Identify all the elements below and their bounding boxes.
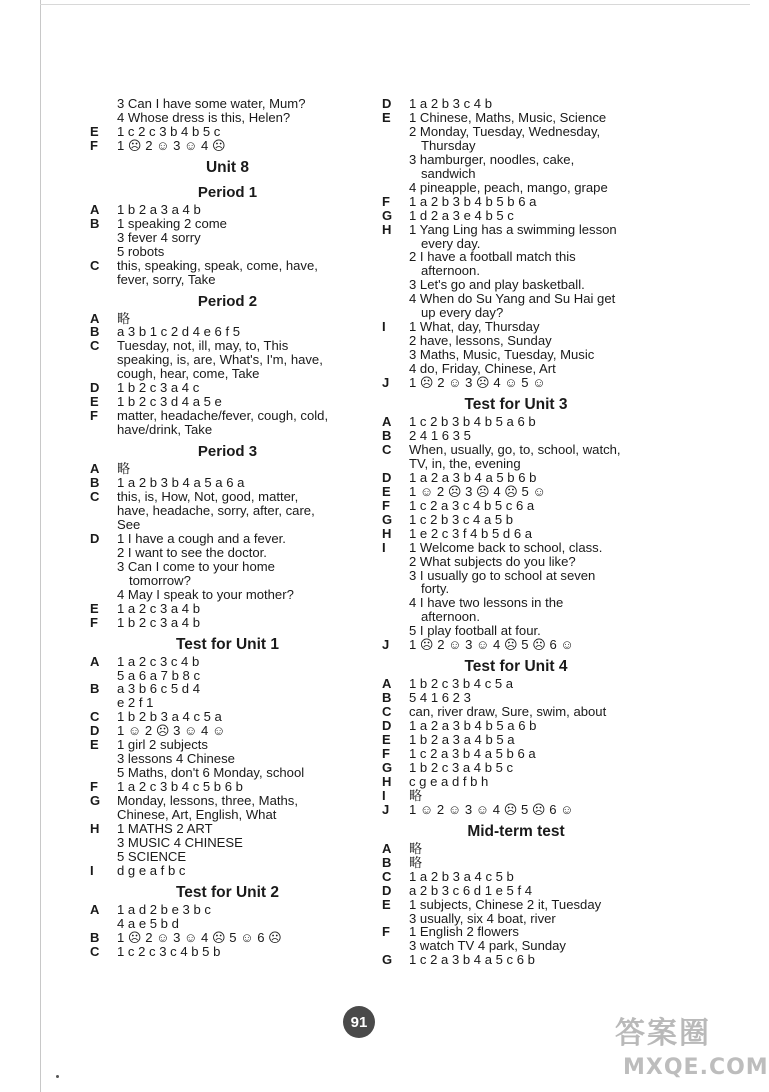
watermark-bottom: MXQE.COM [623, 1055, 769, 1080]
watermark-top: 答案圈 [615, 1017, 711, 1050]
answer-line: 1 English 2 flowers [409, 924, 519, 940]
answer-line: 1 b 2 c 3 a 4 c [117, 380, 200, 396]
answer-row [382, 705, 650, 719]
question-label: G [382, 511, 393, 527]
answer-line: 4 When do Su Yang and Su Hai get [409, 291, 616, 307]
question-label: E [382, 483, 391, 499]
answer-row [90, 532, 365, 546]
answer-line: this, is, How, Not, good, matter, [117, 489, 299, 505]
answer-row [382, 912, 650, 926]
question-label: D [90, 380, 100, 396]
answer-row [90, 462, 365, 476]
answer-line: 5 Maths, don't 6 Monday, school [117, 765, 305, 781]
answer-line: 1 a 2 b 3 c 4 b [409, 96, 492, 111]
period-title: Period 2 [197, 292, 258, 310]
answer-line: 3 Can I have some water, Mum? [117, 96, 306, 111]
answer-line: 4 a e 5 b d [117, 915, 179, 931]
answer-row [382, 320, 650, 334]
answer-row [382, 111, 650, 125]
answer-row [382, 195, 650, 209]
question-label: B [90, 929, 100, 945]
answer-row [382, 803, 650, 817]
answer-row [382, 719, 650, 733]
answer-line: 1 a 2 c 3 b 4 c 5 b 6 b [117, 779, 243, 795]
question-label: C [90, 257, 100, 273]
answer-line: 1 I have a cough and a fever. [117, 530, 286, 546]
question-label: C [382, 441, 392, 457]
answer-row [90, 850, 365, 864]
question-label: H [90, 820, 100, 836]
answer-row [90, 325, 365, 339]
answer-line: 略 [409, 787, 423, 803]
answer-row [382, 856, 650, 870]
answer-line: 1 b 2 c 3 a 4 b 5 c [409, 759, 514, 775]
answer-line: 1 ☺ 2 ☹ 3 ☹ 4 ☹ 5 ☺ [409, 483, 546, 499]
answer-line: matter, headache/fever, cough, cold, [117, 408, 329, 424]
answer-row [90, 381, 365, 395]
question-label: D [382, 718, 392, 734]
period-title: Period 1 [197, 183, 258, 201]
answer-row [382, 638, 650, 652]
question-label: I [382, 539, 386, 555]
question-label: E [382, 896, 391, 912]
answer-line: 3 Maths, Music, Tuesday, Music [409, 347, 595, 363]
answer-line: 1 ☹ 2 ☺ 3 ☺ 4 ☹ [117, 137, 226, 153]
question-label: I [90, 862, 94, 878]
question-label: B [382, 854, 392, 870]
answer-line: 1 c 2 b 3 b 4 b 5 a 6 b [409, 414, 536, 430]
question-label: B [90, 324, 100, 340]
answer-line: this, speaking, speak, come, have, [117, 257, 318, 273]
answer-row [382, 376, 650, 390]
answer-row [382, 555, 650, 569]
answer-row [382, 898, 650, 912]
question-label: F [382, 193, 390, 209]
answer-row [90, 139, 365, 153]
answer-row [382, 939, 650, 953]
answer-row [90, 312, 365, 326]
question-label: D [90, 723, 100, 739]
answer-line: 3 MUSIC 4 CHINESE [117, 834, 243, 850]
question-label: F [382, 924, 390, 940]
answer-line: 1 a 2 b 3 a 4 c 5 b [409, 868, 514, 884]
answer-row [382, 842, 650, 856]
answer-row [382, 292, 650, 320]
answer-line: 5 4 1 6 2 3 [409, 690, 471, 706]
answer-row [382, 348, 650, 362]
left-column [90, 97, 365, 959]
answer-row [90, 682, 365, 696]
test-title: Test for Unit 2 [175, 883, 280, 901]
answer-row [382, 870, 650, 884]
answer-line: 2 4 1 6 3 5 [409, 427, 471, 443]
scan-edge-top [40, 4, 750, 5]
answer-row [90, 203, 365, 217]
answer-line: 3 I usually go to school at seven [409, 567, 596, 583]
answer-line: 1 ☹ 2 ☺ 3 ☺ 4 ☹ 5 ☹ 6 ☺ [409, 637, 574, 653]
answer-line: afternoon. [421, 609, 480, 625]
answer-line: 1 b 2 b 3 a 4 c 5 a [117, 709, 222, 725]
answer-row [382, 513, 650, 527]
question-label: D [382, 96, 392, 111]
answer-line: 2 I want to see the doctor. [117, 544, 267, 560]
question-label: D [382, 469, 392, 485]
question-label: E [90, 394, 99, 410]
answer-line: a 3 b 6 c 5 d 4 [117, 681, 200, 697]
answer-row [382, 362, 650, 376]
question-label: E [382, 732, 391, 748]
question-label: C [382, 868, 392, 884]
question-label: H [382, 773, 392, 789]
answer-line: 3 usually, six 4 boat, river [409, 910, 556, 926]
answer-line: 1 c 2 a 3 b 4 a 5 b 6 a [409, 745, 536, 761]
answer-line: 1 d 2 a 3 e 4 b 5 c [409, 207, 514, 223]
answer-line: cough, hear, come, Take [117, 366, 260, 382]
answer-line: 2 Monday, Tuesday, Wednesday, [409, 123, 601, 139]
question-label: A [382, 414, 392, 430]
answer-row [90, 903, 365, 917]
answer-row [382, 443, 650, 471]
answer-line: 3 watch TV 4 park, Sunday [409, 938, 566, 954]
answer-row [90, 231, 365, 245]
answer-row [90, 602, 365, 616]
answer-line: every day. [421, 235, 481, 251]
answer-line: a 3 b 1 c 2 d 4 e 6 f 5 [117, 324, 241, 340]
answer-line: d g e a f b c [117, 862, 186, 878]
answer-line: 4 I have two lessons in the [409, 595, 564, 611]
answer-line: a 2 b 3 c 6 d 1 e 5 f 4 [409, 882, 533, 898]
answer-row [382, 415, 650, 429]
question-label: C [382, 704, 392, 720]
question-label: A [90, 901, 100, 917]
question-label: A [382, 840, 392, 856]
question-label: C [90, 489, 100, 505]
question-label: F [90, 137, 98, 153]
answer-row [90, 738, 365, 752]
answer-line: 1 ☺ 2 ☺ 3 ☺ 4 ☹ 5 ☹ 6 ☺ [409, 801, 574, 817]
answer-row [382, 747, 650, 761]
answer-line: 4 May I speak to your mother? [117, 586, 294, 602]
answer-line: have, headache, sorry, after, care, [117, 502, 315, 518]
question-label: I [382, 319, 386, 335]
answer-row [382, 569, 650, 597]
answer-row [382, 429, 650, 443]
question-label: F [90, 779, 98, 795]
answer-line: 3 Can I come to your home [117, 558, 275, 574]
answer-row [90, 97, 365, 111]
question-label: B [90, 475, 100, 491]
answer-line: 1 a d 2 b e 3 b c [117, 901, 211, 917]
answer-line: 5 a 6 a 7 b 8 c [117, 667, 200, 683]
test-title: Test for Unit 1 [175, 635, 280, 653]
question-label: J [382, 637, 390, 653]
period-title: Period 3 [197, 443, 258, 461]
answer-row [90, 125, 365, 139]
answer-line: 5 SCIENCE [117, 848, 187, 864]
answer-row [90, 409, 365, 437]
answer-line: 1 c 2 a 3 b 4 a 5 c 6 b [409, 952, 535, 968]
answer-row [90, 560, 365, 588]
answer-line: 1 a 2 c 3 a 4 b [117, 600, 200, 616]
answer-line: Thursday [421, 137, 476, 153]
answer-line: c g e a d f b h [409, 773, 489, 789]
question-label: B [382, 690, 392, 706]
answer-line: can, river draw, Sure, swim, about [409, 704, 607, 720]
answer-line: sandwich [421, 165, 476, 181]
answer-row [382, 499, 650, 513]
page-number: 91 [343, 1006, 375, 1038]
answer-line: 5 robots [117, 243, 165, 259]
question-label: E [90, 737, 99, 753]
answer-row [382, 153, 650, 181]
question-label: C [90, 709, 100, 725]
answer-line: 2 I have a football match this [409, 249, 576, 265]
answer-row [382, 471, 650, 485]
answer-row [382, 761, 650, 775]
question-label: A [90, 201, 100, 217]
answer-line: e 2 f 1 [117, 695, 154, 711]
question-label: H [382, 525, 392, 541]
answer-row [382, 125, 650, 153]
question-label: F [90, 614, 98, 630]
question-label: D [90, 530, 100, 546]
answer-row [382, 925, 650, 939]
question-label: G [382, 759, 393, 775]
answer-row [90, 766, 365, 780]
answer-row [90, 546, 365, 560]
answer-line: 1 b 2 c 3 a 4 b [117, 614, 200, 630]
answer-line: 2 have, lessons, Sunday [409, 333, 552, 349]
question-label: A [90, 461, 100, 477]
answer-line: 1 MATHS 2 ART [117, 820, 213, 836]
answer-line: 1 b 2 a 3 a 4 b 5 a [409, 732, 515, 748]
answer-row [90, 917, 365, 931]
answer-line: 1 a 2 a 3 b 4 a 5 b 6 b [409, 469, 537, 485]
answer-row [90, 616, 365, 630]
answer-line: 1 ☺ 2 ☹ 3 ☺ 4 ☺ [117, 723, 226, 739]
answer-row [382, 485, 650, 499]
answer-line: fever, sorry, Take [117, 271, 216, 287]
test-title: Test for Unit 3 [464, 396, 568, 414]
answer-row [90, 752, 365, 766]
scan-dot [56, 1075, 59, 1078]
answer-row [90, 217, 365, 231]
answer-row [90, 945, 365, 959]
answer-line: 1 subjects, Chinese 2 it, Tuesday [409, 896, 602, 912]
answer-line: Monday, lessons, three, Maths, [117, 793, 298, 809]
answer-line: 1 Welcome back to school, class. [409, 539, 603, 555]
answer-line: 1 speaking 2 come [117, 215, 227, 231]
answer-line: 4 do, Friday, Chinese, Art [409, 361, 556, 377]
answer-line: 3 lessons 4 Chinese [117, 751, 235, 767]
answer-line: 略 [409, 854, 423, 870]
answer-row [90, 245, 365, 259]
answer-row [382, 691, 650, 705]
test-title: Mid-term test [467, 822, 565, 840]
question-label: I [382, 787, 386, 803]
answer-line: 1 girl 2 subjects [117, 737, 208, 753]
right-column [382, 97, 650, 967]
question-label: F [382, 745, 390, 761]
question-label: A [90, 310, 100, 326]
answer-row [90, 259, 365, 287]
answer-line: 略 [117, 461, 131, 477]
answer-line: Tuesday, not, ill, may, to, This [117, 338, 289, 354]
answer-line: 1 Chinese, Maths, Music, Science [409, 109, 607, 125]
answer-row [90, 724, 365, 738]
question-label: B [382, 427, 392, 443]
question-label: A [90, 653, 100, 669]
question-label: F [90, 408, 98, 424]
question-label: G [382, 207, 393, 223]
question-label: A [382, 676, 392, 692]
answer-line: 1 a 2 a 3 b 4 b 5 a 6 b [409, 718, 537, 734]
answer-line: tomorrow? [129, 572, 191, 588]
answer-row [382, 733, 650, 747]
answer-row [90, 836, 365, 850]
answer-row [90, 794, 365, 822]
answer-row [382, 223, 650, 251]
answer-line: 1 c 2 b 3 c 4 a 5 b [409, 511, 514, 527]
question-label: H [382, 221, 392, 237]
answer-row [382, 677, 650, 691]
answer-line: 1 a 2 b 3 b 4 b 5 b 6 a [409, 193, 537, 209]
question-label: E [382, 109, 391, 125]
answer-line: forty. [421, 581, 450, 597]
answer-line: 2 What subjects do you like? [409, 553, 576, 569]
answer-row [382, 181, 650, 195]
answer-line: 1 c 2 c 3 c 4 b 5 b [117, 943, 221, 959]
answer-row [382, 789, 650, 803]
answer-row [382, 97, 650, 111]
answer-row [90, 490, 365, 532]
answer-line: 1 b 2 c 3 b 4 c 5 a [409, 676, 514, 692]
answer-line: afternoon. [421, 263, 480, 279]
answer-line: up every day? [421, 305, 504, 321]
test-title: Test for Unit 4 [464, 658, 568, 676]
answer-row [90, 931, 365, 945]
answer-line: 3 Let's go and play basketball. [409, 277, 585, 293]
answer-line: 略 [117, 310, 131, 326]
question-label: B [90, 215, 100, 231]
answer-line: 3 hamburger, noodles, cake, [409, 151, 575, 167]
answer-line: 1 c 2 a 3 c 4 b 5 c 6 a [409, 497, 535, 513]
answer-line: 1 What, day, Thursday [409, 319, 540, 335]
answer-row [382, 596, 650, 624]
question-label: J [382, 801, 390, 817]
answer-row [90, 669, 365, 683]
answer-row [90, 696, 365, 710]
answer-row [382, 250, 650, 278]
answer-line: 1 c 2 c 3 b 4 b 5 c [117, 123, 221, 139]
question-label: F [382, 497, 390, 513]
answer-row [382, 278, 650, 292]
answer-row [382, 884, 650, 898]
answer-row [90, 864, 365, 878]
answer-row [90, 710, 365, 724]
answer-line: 1 e 2 c 3 f 4 b 5 d 6 a [409, 525, 533, 541]
answer-row [90, 588, 365, 602]
question-label: J [382, 375, 390, 391]
answer-line: 略 [409, 840, 423, 856]
answer-line: TV, in, the, evening [409, 455, 521, 471]
question-label: D [382, 882, 392, 898]
question-label: C [90, 943, 100, 959]
question-label: G [382, 952, 393, 968]
answer-line: 3 fever 4 sorry [117, 229, 201, 245]
answer-row [90, 395, 365, 409]
answer-line: 1 b 2 a 3 a 4 b [117, 201, 201, 217]
answer-row [90, 780, 365, 794]
answer-row [382, 527, 650, 541]
answer-line: 1 a 2 c 3 c 4 b [117, 653, 200, 669]
answer-line: 5 I play football at four. [409, 623, 541, 639]
answer-line: 1 b 2 c 3 d 4 a 5 e [117, 394, 222, 410]
answer-row [90, 476, 365, 490]
answer-row [382, 541, 650, 555]
watermark [607, 1008, 769, 1088]
answer-line: See [117, 516, 141, 532]
answer-row [90, 655, 365, 669]
answer-line: When, usually, go, to, school, watch, [409, 441, 621, 457]
answer-line: speaking, is, are, What's, I'm, have, [117, 352, 323, 368]
answer-line: 1 ☹ 2 ☺ 3 ☺ 4 ☹ 5 ☺ 6 ☹ [117, 929, 282, 945]
answer-row [90, 339, 365, 381]
answer-row [382, 334, 650, 348]
scan-edge-left [40, 0, 41, 1092]
question-label: C [90, 338, 100, 354]
answer-row [382, 953, 650, 967]
question-label: G [90, 793, 101, 809]
answer-row [382, 209, 650, 223]
answer-line: have/drink, Take [117, 422, 213, 438]
answer-line: 4 pineapple, peach, mango, grape [409, 179, 608, 195]
answer-row [382, 775, 650, 789]
answer-row [90, 111, 365, 125]
unit-title: Unit 8 [205, 158, 250, 176]
answer-line: Chinese, Art, English, What [117, 807, 277, 823]
answer-line: 1 a 2 b 3 b 4 a 5 a 6 a [117, 475, 245, 491]
answer-line: 1 ☹ 2 ☺ 3 ☹ 4 ☺ 5 ☺ [409, 375, 546, 391]
question-label: E [90, 123, 99, 139]
question-label: E [90, 600, 99, 616]
answer-row [90, 822, 365, 836]
question-label: B [90, 681, 100, 697]
answer-line: 1 Yang Ling has a swimming lesson [409, 221, 617, 237]
answer-line: 4 Whose dress is this, Helen? [117, 109, 291, 125]
answer-row [382, 624, 650, 638]
